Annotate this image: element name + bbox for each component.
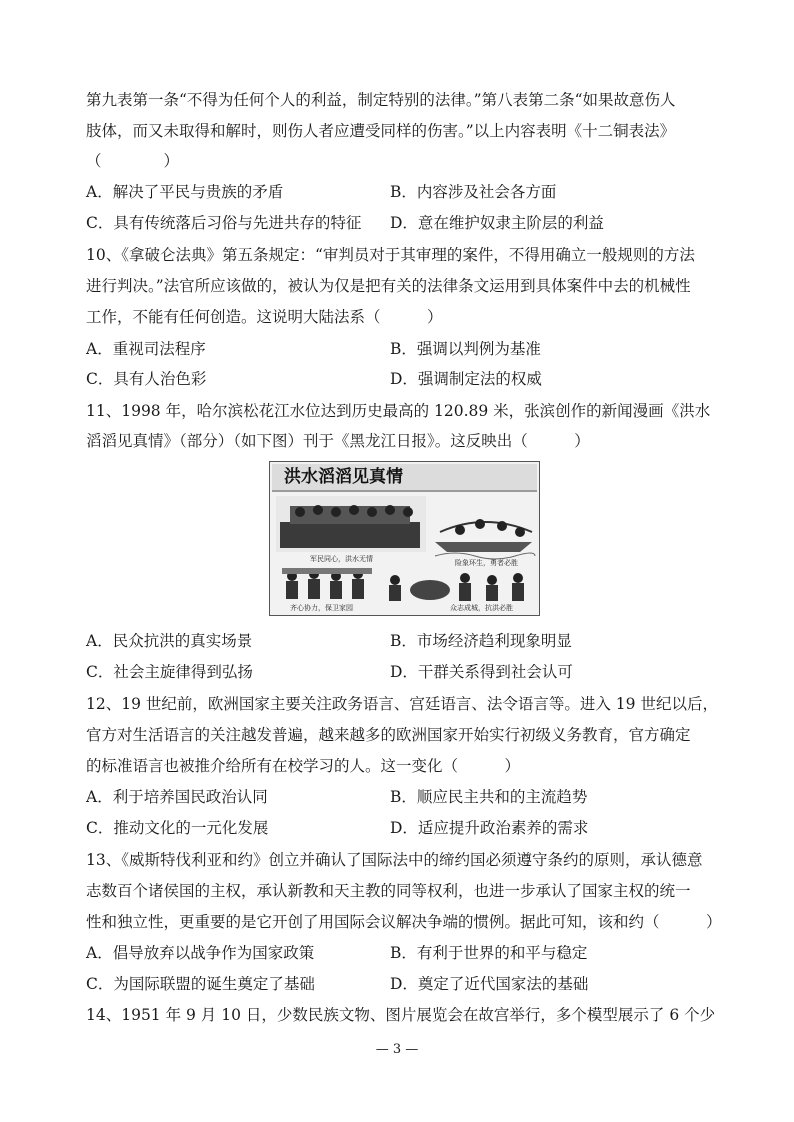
q9-stem-line-1: 第九表第一条“不得为任何个人的利益，制定特别的法律。”第八表第二条“如果故意伤人 — [86, 91, 676, 109]
q9-option-a: A．解决了平民与贵族的矛盾 — [86, 183, 284, 201]
q13-stem-line-3: 性和独立性，更重要的是它开创了用国际会议解决争端的惯例。据此可知，该和约（ ） — [86, 913, 722, 931]
q12-stem-line-1: 12、19 世纪前，欧洲国家主要关注政务语言、宫廷语言、法令语言等。进入 19 世纪以后， — [86, 695, 718, 713]
q12-option-c: C．推动文化的一元化发展 — [86, 819, 269, 837]
q11-option-b: B．市场经济趋利现象明显 — [390, 632, 572, 650]
cartoon-caption-3: 齐心协力，保卫家园 — [290, 604, 353, 612]
flood-cartoon-image — [269, 461, 540, 616]
q9-stem-line-2: 肢体，而又未取得和解时，则伤人者应遭受同样的伤害。”以上内容表明《十二铜表法》 — [86, 122, 676, 140]
q9-option-d: D．意在维护奴隶主阶层的利益 — [390, 214, 604, 232]
q10-option-b: B．强调以判例为基准 — [390, 340, 541, 358]
cartoon-caption-4: 众志成城，抗洪必胜 — [450, 604, 513, 612]
q11-stem-line-2: 滔滔见真情》（部分）（如下图）刊于《黑龙江日报》。这反映出（ ） — [86, 432, 590, 450]
q14-stem-line-1: 14、1951 年 9 月 10 日，少数民族文物、图片展览会在故宫举行，多个模型展示了 6 个少 — [86, 1006, 716, 1024]
page-number: — 3 — — [375, 1042, 419, 1057]
cartoon-title: 洪水滔滔见真情 — [284, 467, 403, 487]
q13-option-b: B．有利于世界的和平与稳定 — [390, 944, 588, 962]
cartoon-caption-1: 军民同心，洪水无情 — [310, 555, 373, 563]
q11-option-a: A．民众抗洪的真实场景 — [86, 632, 253, 650]
q11-option-d: D．干群关系得到社会认可 — [390, 663, 573, 681]
q9-option-b: B．内容涉及社会各方面 — [390, 183, 557, 201]
q11-stem-line-1: 11、1998 年，哈尔滨松花江水位达到历史最高的 120.89 米，张滨创作的新闻漫画《洪水 — [86, 402, 711, 420]
q13-option-d: D．奠定了近代国家法的基础 — [390, 975, 589, 993]
q13-stem-line-2: 志数百个诸侯国的主权，承认新教和天主教的同等权利，也进一步承认了国家主权的统一 — [86, 882, 691, 900]
q12-stem-line-3: 的标准语言也被推介给所有在校学习的人。这一变化（ ） — [86, 757, 521, 775]
q13-option-a: A．倡导放弃以战争作为国家政策 — [86, 944, 315, 962]
q9-answer-blank: （ ） — [86, 152, 180, 170]
cartoon-caption-2: 险象环生，勇者必胜 — [455, 559, 518, 567]
q11-option-c: C．社会主旋律得到弘扬 — [86, 663, 253, 681]
q10-option-c: C．具有人治色彩 — [86, 370, 207, 388]
q10-option-d: D．强调制定法的权威 — [390, 370, 542, 388]
q10-stem-line-3: 工作，不能有任何创造。这说明大陆法系（ ） — [86, 308, 443, 326]
q12-option-a: A．利于培养国民政治认同 — [86, 788, 268, 806]
q10-option-a: A．重视司法程序 — [86, 340, 206, 358]
q10-stem-line-2: 进行判决。”法官所应该做的，被认为仅是把有关的法律条文运用到具体案件中去的机械性 — [86, 277, 691, 295]
q12-option-b: B．顺应民主共和的主流趋势 — [390, 788, 588, 806]
q13-stem-line-1: 13、《威斯特伐利亚和约》创立并确认了国际法中的缔约国必须遵守条约的原则，承认德意 — [86, 851, 703, 869]
q13-option-c: C．为国际联盟的诞生奠定了基础 — [86, 975, 315, 993]
soldiers-crowd-illustration — [276, 496, 426, 552]
q10-stem-line-1: 10、《拿破仑法典》第五条规定：“审判员对于其审理的案件，不得用确立一般规则的方法 — [86, 246, 695, 264]
q12-option-d: D．适应提升政治素养的需求 — [390, 819, 589, 837]
q12-stem-line-2: 官方对生活语言的关注越发普遍，越来越多的欧洲国家开始实行初级义务教育，官方确定 — [86, 726, 691, 744]
q9-option-c: C．具有传统落后习俗与先进共存的特征 — [86, 214, 362, 232]
